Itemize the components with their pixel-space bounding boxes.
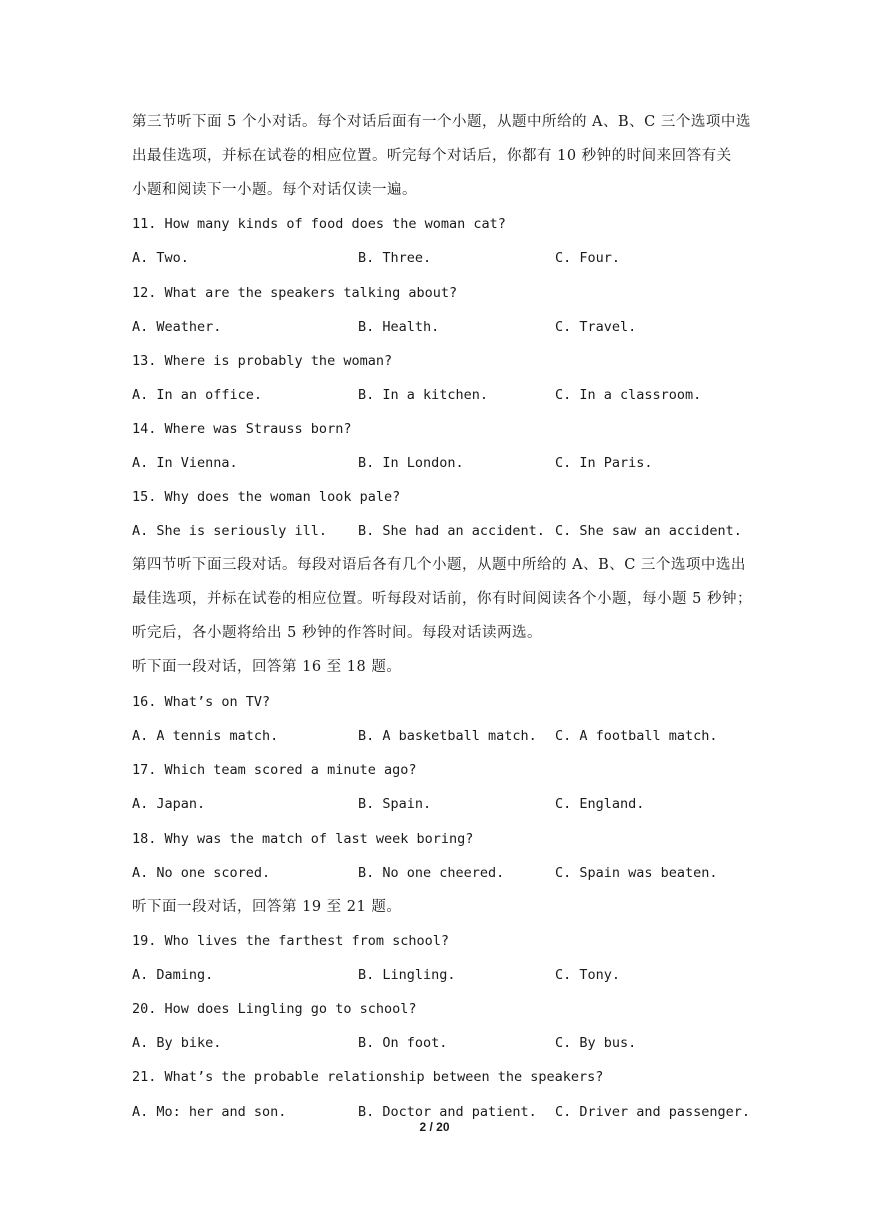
question-13: 13. Where is probably the woman? bbox=[132, 353, 393, 369]
option-b[interactable]: B. Doctor and patient. bbox=[358, 1104, 537, 1120]
option-b[interactable]: B. In London. bbox=[358, 455, 464, 471]
option-b[interactable]: B. Spain. bbox=[358, 796, 432, 812]
option-a[interactable]: A. No one scored. bbox=[132, 865, 271, 881]
option-b[interactable]: B. Lingling. bbox=[358, 967, 456, 983]
group-2-instruction: 听下面一段对话，回答第 19 至 21 题。 bbox=[132, 899, 402, 915]
question-11: 11. How many kinds of food does the woman cat? bbox=[132, 216, 506, 232]
group-1-instruction: 听下面一段对话，回答第 16 至 18 题。 bbox=[132, 659, 402, 675]
option-c[interactable]: C. Tony. bbox=[555, 967, 621, 983]
option-a[interactable]: A. In an office. bbox=[132, 387, 263, 403]
option-a[interactable]: A. Two. bbox=[132, 250, 189, 266]
option-a[interactable]: A. A tennis match. bbox=[132, 728, 279, 744]
option-c[interactable]: C. A football match. bbox=[555, 728, 718, 744]
option-a[interactable]: A. Daming. bbox=[132, 967, 214, 983]
option-b[interactable]: B. Health. bbox=[358, 319, 440, 335]
option-c[interactable]: C. Spain was beaten. bbox=[555, 865, 718, 881]
option-a[interactable]: A. By bike. bbox=[132, 1035, 222, 1051]
option-c[interactable]: C. By bus. bbox=[555, 1035, 637, 1051]
option-b[interactable]: B. In a kitchen. bbox=[358, 387, 489, 403]
option-c[interactable]: C. She saw an accident. bbox=[555, 523, 742, 539]
option-c[interactable]: C. Four. bbox=[555, 250, 621, 266]
option-b[interactable]: B. On foot. bbox=[358, 1035, 448, 1051]
section4-intro-line-3: 听完后，各小题将给出 5 秒钟的作答时间。每段对话读两选。 bbox=[132, 625, 542, 641]
option-a[interactable]: A. She is seriously ill. bbox=[132, 523, 328, 539]
option-c[interactable]: C. Travel. bbox=[555, 319, 637, 335]
section3-intro-line-3: 小题和阅读下一小题。每个对话仅读一遍。 bbox=[132, 182, 417, 198]
option-b[interactable]: B. No one cheered. bbox=[358, 865, 505, 881]
option-a[interactable]: A. Weather. bbox=[132, 319, 222, 335]
section4-intro-line-1: 第四节听下面三段对话。每段对语后各有几个小题，从题中所给的 A、B、C 三个选项中选出 bbox=[132, 557, 746, 573]
question-19: 19. Who lives the farthest from school? bbox=[132, 933, 449, 949]
section4-intro-line-2: 最佳选项，并标在试卷的相应位置。听每段对话前，你有时间阅读各个小题，每小题 5 秒钟； bbox=[132, 591, 752, 607]
option-c[interactable]: C. In a classroom. bbox=[555, 387, 702, 403]
option-a[interactable]: A. Mo: her and son. bbox=[132, 1104, 287, 1120]
question-14: 14. Where was Strauss born? bbox=[132, 421, 352, 437]
question-17: 17. Which team scored a minute ago? bbox=[132, 762, 417, 778]
question-18: 18. Why was the match of last week boring? bbox=[132, 831, 474, 847]
section3-intro-line-1: 第三节听下面 5 个小对话。每个对话后面有一个小题，从题中所给的 A、B、C 三个选项中选 bbox=[132, 114, 751, 130]
question-12: 12. What are the speakers talking about? bbox=[132, 285, 458, 301]
option-c[interactable]: C. Driver and passenger. bbox=[555, 1104, 751, 1120]
option-a[interactable]: A. In Vienna. bbox=[132, 455, 238, 471]
section3-intro-line-2: 出最佳选项，并标在试卷的相应位置。听完每个对话后，你都有 10 秒钟的时间来回答有关 bbox=[132, 148, 732, 164]
question-16: 16. What’s on TV? bbox=[132, 694, 271, 710]
option-b[interactable]: B. A basketball match. bbox=[358, 728, 537, 744]
page-number: 2 / 20 bbox=[419, 1120, 450, 1134]
question-21: 21. What’s the probable relationship between the speakers? bbox=[132, 1069, 604, 1085]
option-b[interactable]: B. Three. bbox=[358, 250, 432, 266]
question-15: 15. Why does the woman look pale? bbox=[132, 489, 401, 505]
option-a[interactable]: A. Japan. bbox=[132, 796, 206, 812]
question-20: 20. How does Lingling go to school? bbox=[132, 1001, 417, 1017]
option-c[interactable]: C. England. bbox=[555, 796, 645, 812]
option-b[interactable]: B. She had an accident. bbox=[358, 523, 545, 539]
option-c[interactable]: C. In Paris. bbox=[555, 455, 653, 471]
